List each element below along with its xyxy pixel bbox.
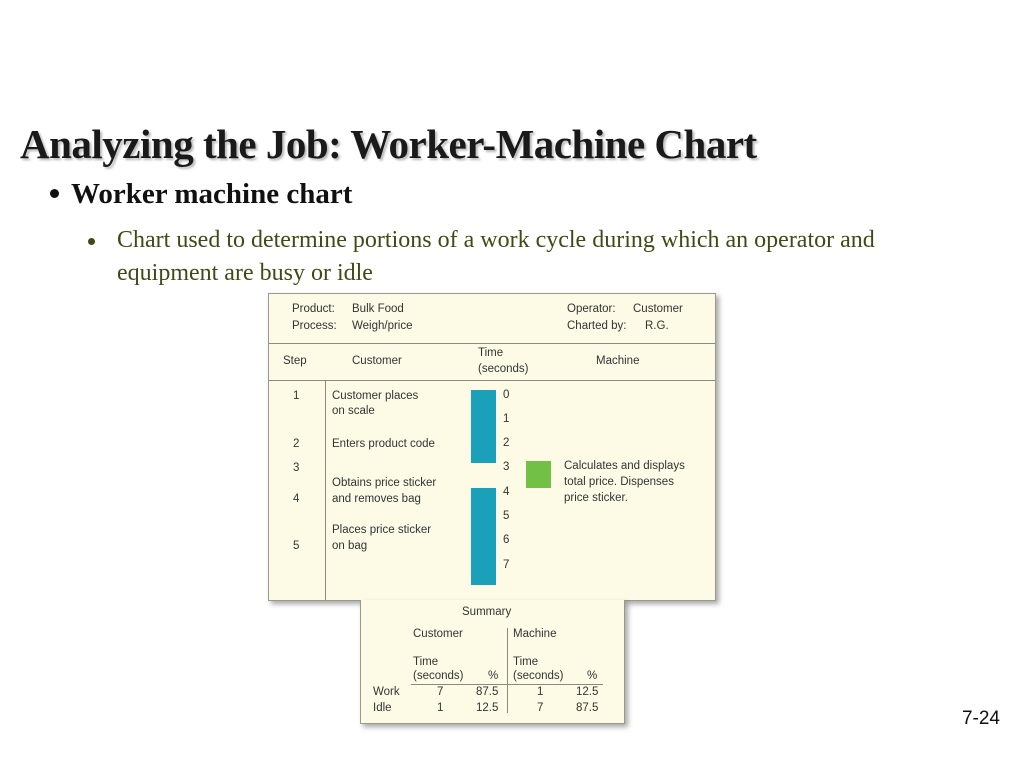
- summary-percent-label: %: [488, 670, 499, 682]
- summary-column-divider: [507, 628, 508, 713]
- summary-row-divider: [411, 684, 603, 685]
- bullet-level2: [88, 224, 948, 290]
- col-machine: Machine: [596, 355, 640, 367]
- customer-activity: on scale: [332, 405, 375, 417]
- time-tick: 6: [503, 534, 510, 546]
- summary-time-label: Time: [513, 656, 539, 668]
- bullet-level1-text: Worker machine chart: [71, 178, 353, 210]
- summary-row-label: Work: [373, 686, 400, 698]
- summary-cell: 1: [437, 702, 444, 714]
- summary-cell: 87.5: [576, 702, 599, 714]
- customer-activity: Enters product code: [332, 438, 435, 450]
- charted-by-label: Charted by:: [567, 320, 627, 332]
- bullet-level1: [50, 178, 352, 211]
- summary-cell: 12.5: [576, 686, 599, 698]
- summary-cell: 1: [537, 686, 544, 698]
- slide-title: Analyzing the Job: Worker-Machine Chart: [20, 121, 757, 167]
- step-number: 5: [293, 540, 300, 552]
- time-tick: 4: [503, 486, 510, 498]
- machine-busy-bar: [526, 461, 551, 487]
- page-number: 7-24: [961, 708, 1000, 729]
- product-label: Product:: [292, 303, 335, 315]
- summary-percent-label: %: [587, 670, 598, 682]
- time-tick: 5: [503, 510, 510, 522]
- machine-activity: total price. Dispenses: [564, 476, 674, 488]
- customer-activity: Customer places: [332, 390, 419, 402]
- summary-cell: 12.5: [476, 702, 499, 714]
- step-number: 3: [293, 462, 300, 474]
- product-value: Bulk Food: [352, 303, 404, 315]
- machine-activity: Calculates and displays: [564, 460, 685, 472]
- step-column-divider: [325, 380, 326, 600]
- time-tick: 2: [503, 437, 510, 449]
- time-tick: 3: [503, 461, 510, 473]
- header-divider: [269, 343, 715, 344]
- summary-machine-header: Machine: [513, 628, 557, 640]
- summary-title: Summary: [462, 606, 512, 618]
- step-number: 4: [293, 493, 300, 505]
- bullet-dot-icon: [50, 189, 59, 198]
- customer-activity: on bag: [332, 540, 368, 552]
- process-label: Process:: [292, 320, 337, 332]
- summary-row-label: Idle: [373, 702, 392, 714]
- customer-activity: Obtains price sticker: [332, 477, 437, 489]
- worker-machine-chart: [268, 293, 716, 601]
- customer-activity: and removes bag: [332, 493, 421, 505]
- col-time-line2: (seconds): [478, 363, 529, 375]
- step-number: 2: [293, 438, 300, 450]
- time-tick: 1: [503, 413, 510, 425]
- machine-activity: price sticker.: [564, 492, 628, 504]
- summary-cell: 87.5: [476, 686, 499, 698]
- column-divider: [269, 380, 715, 381]
- bullet-dot-icon: [88, 238, 95, 245]
- charted-by-value: R.G.: [645, 320, 669, 332]
- operator-label: Operator:: [567, 303, 616, 315]
- customer-busy-bar: [471, 390, 496, 463]
- step-number: 1: [293, 390, 300, 402]
- time-tick: 0: [503, 389, 510, 401]
- col-customer: Customer: [352, 355, 402, 367]
- summary-cell: 7: [537, 702, 544, 714]
- bullet-level2-text: Chart used to determine portions of a work cycle during which an operator and equipment are busy or idle: [117, 227, 875, 286]
- customer-busy-bar: [471, 488, 496, 586]
- summary-time-label: Time: [413, 656, 439, 668]
- summary-customer-header: Customer: [413, 628, 463, 640]
- summary-seconds-label: (seconds): [413, 670, 464, 682]
- summary-table: [360, 600, 625, 724]
- time-tick: 7: [503, 559, 510, 571]
- customer-activity: Places price sticker: [332, 524, 432, 536]
- col-time-line1: Time: [478, 347, 504, 359]
- summary-cell: 7: [437, 686, 444, 698]
- operator-value: Customer: [633, 303, 683, 315]
- col-step: Step: [283, 355, 307, 367]
- summary-seconds-label: (seconds): [513, 670, 564, 682]
- process-value: Weigh/price: [352, 320, 413, 332]
